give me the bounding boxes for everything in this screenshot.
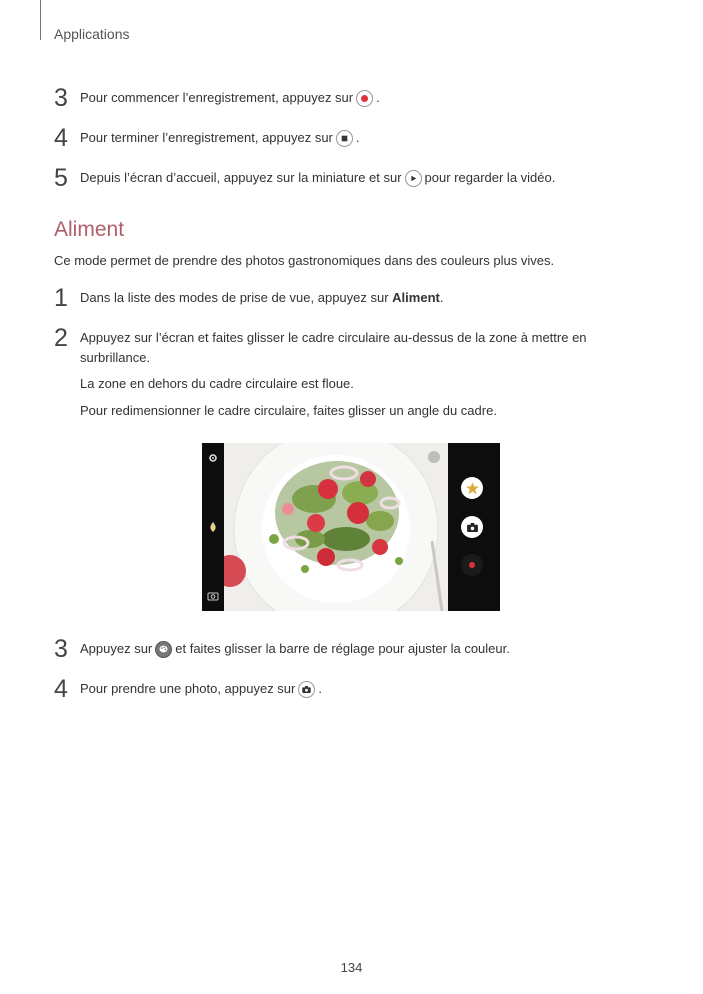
step-text: Appuyez sur bbox=[80, 641, 153, 656]
step-text-end: . bbox=[318, 681, 322, 696]
step-4-record-stop bbox=[54, 125, 360, 151]
step-text-line1: Appuyez sur l’écran et faites glisser le cadre circulaire au-dessus de la zone à mettre en bbox=[80, 330, 587, 345]
step-text: Depuis l’écran d’accueil, appuyez sur la miniature et sur bbox=[80, 170, 402, 185]
step-text: Pour commencer l’enregistrement, appuyez sur bbox=[80, 90, 354, 105]
record-button-icon bbox=[356, 90, 373, 107]
header-rule bbox=[40, 0, 41, 40]
settings-icon bbox=[208, 453, 218, 463]
step-1-select-mode bbox=[54, 285, 443, 311]
step-text: Pour terminer l’enregistrement, appuyez sur bbox=[80, 130, 333, 145]
page-header: Applications bbox=[54, 26, 130, 42]
camera-preview[interactable] bbox=[224, 443, 448, 611]
color-palette-icon bbox=[155, 641, 172, 658]
step-3-record-start bbox=[54, 85, 380, 111]
food-mode-icon bbox=[209, 522, 217, 532]
section-intro: Ce mode permet de prendre des photos gastronomiques dans des couleurs plus vives. bbox=[54, 253, 555, 268]
step-number: 2 bbox=[54, 324, 68, 352]
note-blur: La zone en dehors du cadre circulaire est floue. bbox=[80, 376, 354, 391]
camera-capture-icon bbox=[467, 523, 478, 532]
step-text-line2: surbrillance. bbox=[80, 350, 151, 365]
effect-button[interactable] bbox=[461, 477, 483, 499]
record-button[interactable] bbox=[461, 554, 483, 576]
camera-right-bar bbox=[448, 443, 500, 611]
capture-button[interactable] bbox=[461, 516, 483, 538]
step-number: 5 bbox=[54, 164, 68, 192]
step-text-end: . bbox=[439, 290, 444, 305]
section-title: Aliment bbox=[54, 218, 125, 241]
step-text-end: pour regarder la vidéo. bbox=[424, 170, 556, 185]
star-icon bbox=[466, 482, 479, 495]
step-3-adjust-color bbox=[54, 636, 510, 662]
step-number: 4 bbox=[54, 675, 68, 703]
step-text-end: et faites glisser la barre de réglage pour ajuster la couleur. bbox=[175, 641, 510, 656]
step-text-end: . bbox=[355, 130, 360, 145]
mode-name: Aliment bbox=[392, 290, 440, 305]
play-button-icon bbox=[405, 170, 422, 187]
step-4-take-photo bbox=[54, 676, 322, 702]
step-number: 3 bbox=[54, 635, 68, 663]
page-number: 134 bbox=[340, 960, 363, 975]
step-number: 4 bbox=[54, 124, 68, 152]
step-2-drag-frame bbox=[54, 325, 587, 368]
food-photo bbox=[224, 443, 448, 611]
camera-left-bar bbox=[202, 443, 224, 611]
step-text-end: . bbox=[376, 90, 380, 105]
note-resize: Pour redimensionner le cadre circulaire, faites glisser un angle du cadre. bbox=[80, 403, 497, 418]
record-dot-icon bbox=[469, 562, 475, 568]
switch-camera-icon bbox=[207, 591, 219, 601]
stop-button-icon bbox=[336, 130, 353, 147]
step-number: 1 bbox=[54, 284, 68, 312]
step-number: 3 bbox=[54, 84, 68, 112]
step-text: Pour prendre une photo, appuyez sur bbox=[80, 681, 296, 696]
step-5-watch-video bbox=[54, 165, 555, 191]
camera-screenshot bbox=[202, 443, 500, 611]
camera-capture-icon bbox=[298, 681, 315, 698]
step-text: Dans la liste des modes de prise de vue, appuyez sur bbox=[80, 290, 393, 305]
